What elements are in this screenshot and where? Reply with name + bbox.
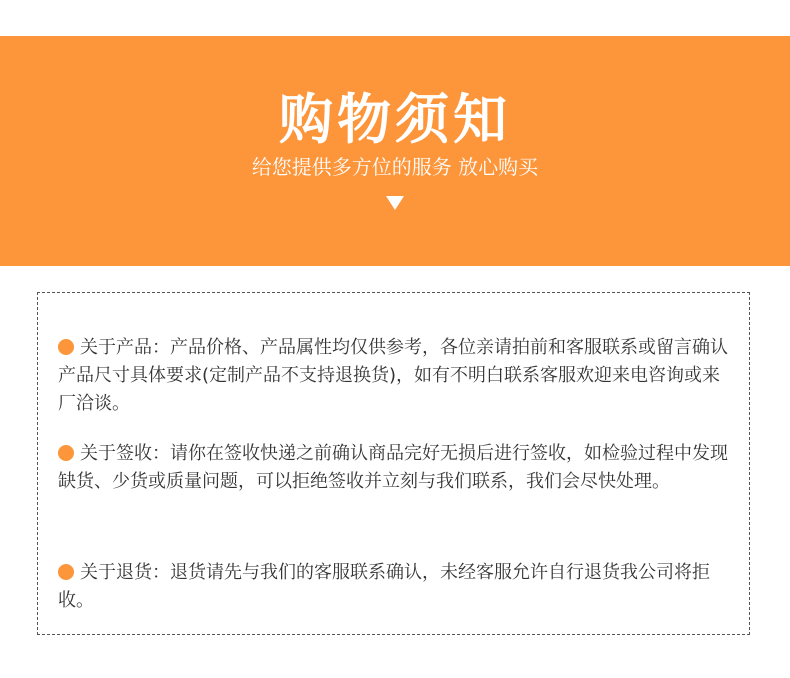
triangle-down-icon (386, 196, 404, 210)
notice-text: 关于签收：请你在签收快递之前确认商品完好无损后进行签收，如检验过程中发现缺货、少货或质量问题，可以拒绝签收并立刻与我们联系，我们会尽快处理。 (58, 443, 728, 492)
notice-item-product (58, 334, 734, 418)
notice-item-receipt (58, 440, 734, 496)
notice-item-return (58, 559, 734, 615)
notice-text: 关于退货：退货请先与我们的客服联系确认，未经客服允许自行退货我公司将拒收。 (58, 562, 710, 611)
bullet-dot-icon (58, 564, 74, 580)
notice-text: 关于产品：产品价格、产品属性均仅供参考，各位亲请拍前和客服联系或留言确认产品尺寸具体要求(定制产品不支持退换货)，如有不明白联系客服欢迎来电咨询或来厂洽谈。 (58, 337, 728, 414)
notice-box (37, 292, 750, 635)
bullet-dot-icon (58, 445, 74, 461)
page-subtitle: 给您提供多方位的服务 放心购买 (251, 155, 539, 179)
bullet-dot-icon (58, 339, 74, 355)
header-banner (0, 36, 790, 266)
page-title: 购物须知 (279, 88, 511, 151)
